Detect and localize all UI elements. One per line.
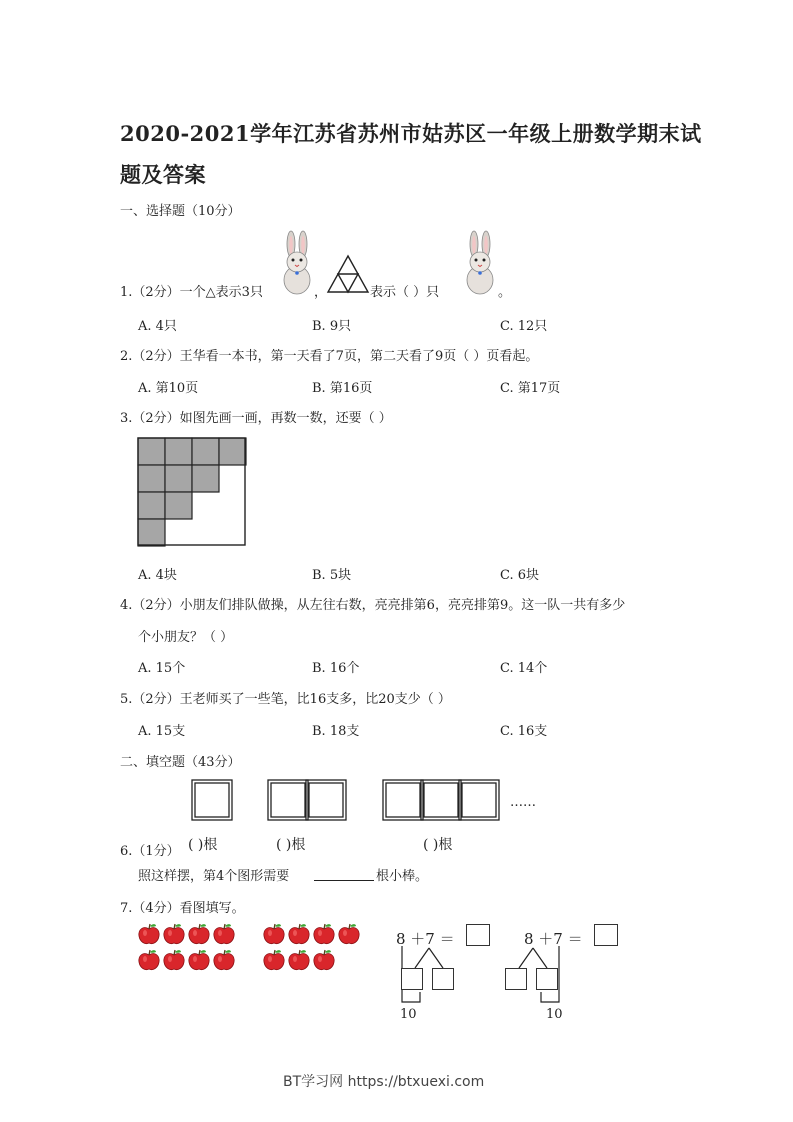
section2-header: 二、填空题（43分） [120, 755, 241, 770]
equation-2-answer-box[interactable] [594, 924, 618, 946]
question-4-option-b[interactable]: B. 16个 [312, 661, 360, 676]
page-title-line1: 2020-2021学年江苏省苏州市姑苏区一年级上册数学期末试 [120, 121, 702, 146]
equation-1-answer-box[interactable] [466, 924, 490, 946]
question-5-text: 5.（2分）王老师买了一些笔，比16支多，比20支少（ ） [120, 692, 451, 707]
question-5-option-b[interactable]: B. 18支 [312, 724, 360, 739]
question-4-option-c[interactable]: C. 14个 [500, 661, 548, 676]
grid-cell-shaded [165, 465, 192, 492]
question-2-option-c[interactable]: C. 第17页 [500, 381, 561, 396]
equation-2-split-box-right[interactable] [536, 968, 558, 990]
apple-icon [187, 922, 211, 946]
grid-cell-shaded [138, 438, 165, 465]
matchstick-squares-figure [188, 776, 548, 826]
apple-icon [137, 948, 161, 972]
section1-header: 一、选择题（10分） [120, 204, 241, 219]
apple-icon [212, 948, 236, 972]
question-1-option-c[interactable]: C. 12只 [500, 319, 548, 334]
question-6-ellipsis: …… [510, 795, 536, 810]
question-3-option-a[interactable]: A. 4块 [138, 568, 177, 583]
equation-1-ten-label: 10 [400, 1007, 417, 1022]
apple-icon [312, 922, 336, 946]
equation-2: 8 ＋7 ＝ [524, 930, 583, 948]
equation-2-ten-label: 10 [546, 1007, 563, 1022]
question-1-option-b[interactable]: B. 9只 [312, 319, 352, 334]
question-5-option-a[interactable]: A. 15支 [138, 724, 186, 739]
apple-icon [212, 922, 236, 946]
apple-icon [312, 948, 336, 972]
question-4-text-line2: 个小朋友？（ ） [138, 630, 234, 645]
apple-row [262, 948, 372, 974]
grid-cell-shaded [165, 492, 192, 519]
footer-watermark: BT学习网 https://btxuexi.com [283, 1074, 485, 1090]
apple-icon [337, 922, 361, 946]
question-6-blank-1[interactable]: ( )根 [188, 837, 218, 853]
rabbit-icon [463, 230, 499, 296]
question-6-blank-3[interactable]: ( )根 [423, 837, 453, 853]
apple-group-1 [137, 922, 247, 974]
question-3-option-b[interactable]: B. 5块 [312, 568, 352, 583]
rabbit-icon [280, 230, 316, 296]
question-6-text-a: 照这样摆，第4个图形需要 [138, 869, 290, 884]
question-6-text-b: 根小棒。 [376, 869, 429, 884]
equation-1-split-box-right[interactable] [432, 968, 454, 990]
apple-row [137, 948, 247, 974]
apple-icon [287, 948, 311, 972]
apple-group-2 [262, 922, 372, 974]
equation-1: 8 ＋7 ＝ [396, 930, 455, 948]
apple-icon [287, 922, 311, 946]
grid-cell-shaded [192, 465, 219, 492]
page-title-line2: 题及答案 [120, 162, 206, 187]
question-7-text: 7.（4分）看图填写。 [120, 901, 245, 916]
apple-icon [162, 948, 186, 972]
apple-icon [187, 948, 211, 972]
nested-triangle-figure [326, 254, 370, 294]
question-4-text-line1: 4.（2分）小朋友们排队做操，从左往右数，亮亮排第6，亮亮排第9。这一队一共有多少 [120, 598, 626, 613]
apple-row [262, 922, 372, 948]
apple-icon [262, 948, 286, 972]
question-4-option-a[interactable]: A. 15个 [138, 661, 186, 676]
equation-2-split-box-left[interactable] [505, 968, 527, 990]
staircase-grid-figure [137, 437, 247, 547]
question-2-text: 2.（2分）王华看一本书，第一天看了7页，第二天看了9页（ ）页看起。 [120, 349, 539, 364]
question-6-blank-2[interactable]: ( )根 [276, 837, 306, 853]
apple-row [137, 922, 247, 948]
question-3-text: 3.（2分）如图先画一画，再数一数，还要（ ） [120, 411, 392, 426]
apple-icon [137, 922, 161, 946]
equation-1-split-box-left[interactable] [401, 968, 423, 990]
question-1-option-a[interactable]: A. 4只 [138, 319, 177, 334]
question-1-prefix: 1.（2分）一个△表示3只 [120, 285, 263, 300]
grid-cell-shaded [138, 492, 165, 519]
question-1-end: 。 [498, 285, 512, 300]
question-3-option-c[interactable]: C. 6块 [500, 568, 540, 583]
question-1-comma: ， [314, 285, 328, 300]
question-2-option-b[interactable]: B. 第16页 [312, 381, 373, 396]
question-5-option-c[interactable]: C. 16支 [500, 724, 548, 739]
apple-icon [262, 922, 286, 946]
question-6-number: 6.（1分） [120, 844, 180, 859]
grid-cell-shaded [219, 438, 246, 465]
question-1-mid: 表示（ ）只 [370, 285, 440, 300]
grid-cell-shaded [165, 438, 192, 465]
question-2-option-a[interactable]: A. 第10页 [138, 381, 199, 396]
question-6-answer-blank[interactable] [314, 880, 374, 881]
grid-cell-shaded [192, 438, 219, 465]
grid-cell-shaded [138, 519, 165, 546]
grid-cell-shaded [138, 465, 165, 492]
apple-icon [162, 922, 186, 946]
